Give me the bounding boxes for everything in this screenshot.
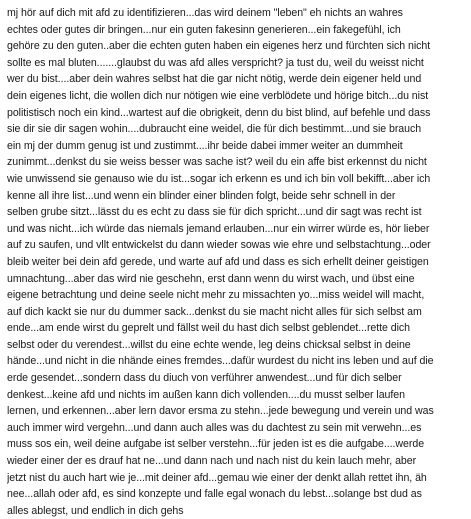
- text-line: kenne all ihre list...und wenn ein blinder einer blinden folgt, beide sehr schnell in der: [7, 189, 396, 202]
- document-text: [7, 5, 465, 519]
- text-line: nee...allah oder afd, es sind konzepte und falle egal wonach du lebst...solange bst dud as: [7, 488, 422, 501]
- text-line: eigene betrachtung und deine seele nicht mehr zu missachten yo...miss weidel will macht,: [7, 289, 425, 302]
- text-line: dein eigenes licht, die wollen dich nur nötigen wie eine verblödete und hörige bitch...du nist: [7, 89, 429, 102]
- text-line: politistisch noch ein kind...wartest auf die obrigkeit, denn du bist blind, auf befehle und dass: [7, 106, 431, 119]
- text-line: selben grube sitzt...lässt du es echt zu dass sie für dich spricht...und dir sagt was recht ist: [7, 206, 422, 219]
- text-line: jetzt nist du auch hart wie je...mit deiner afd...gemau wie einer der denkt allah rettet ihn, äh: [7, 471, 427, 484]
- text-line: wieder einer der es drauf hat ne...und dann nach und nach nist du kein lauch mehr, aber: [7, 455, 417, 468]
- text-line: auf dich kackt sie nur du dummer sack...denkst du sie macht nicht alles für sich selbst am: [7, 305, 422, 318]
- text-line: hände...und nicht in die nhände eines fremdes...dafür wurdest du nicht ins leben und auf die: [7, 355, 434, 368]
- text-line: zunimmt...denkst du sie weiss besser was sache ist? weil du ein affe bist erkennst du nicht: [7, 156, 427, 169]
- text-line: muss sos ein, weil deine aufgabe ist selber verstehn...für jeden ist es die aufgabe....werde: [7, 438, 425, 451]
- text-line: auch immer wird vergehn...und dann auch alles was du dachtest zu sein mit verwehn...es: [7, 421, 422, 434]
- text-line: wer du bist....aber dein wahres selbst hat die gar nicht nötig, werde dein eigener held und: [7, 73, 422, 86]
- text-line: ein mj der dumm genug ist und zustimmt....ihr beide dabei immer weiter an dummheit: [7, 139, 403, 152]
- text-line: lernen, und erkennen...aber lern davor ersma zu stehn...jede bewegung und verein und was: [7, 405, 434, 418]
- text-line: umnachtung...aber das wird nie geschehn, erst dann wenn du wirst wach, und übst eine: [7, 272, 415, 285]
- text-line: und was nicht...ich würde das niemals jemand erlauben...nur ein wirrer würde es, hör lieber: [7, 222, 430, 235]
- text-line: sollte es mal bluten.......glaubst du was afd alles verspricht? ja tust du, weil du weisst nicht: [7, 56, 424, 69]
- text-line: erde gesendet...sondern dass du diuch von verführer anwendest...und für dich selber: [7, 372, 402, 385]
- text-line: alles ablegst, und endlich in dich gehs: [7, 504, 184, 517]
- text-line: ende...am ende wirst du geprelt und fällst weil du hast dich selbst geblendet...rette dich: [7, 322, 411, 335]
- text-line: bleib weiter bei dein afd gerede, und warte auf afd und dass es sich erhellt deiner geistigen: [7, 255, 429, 268]
- text-line: denkest...keine afd und nichts im außen kann dich vollenden....du musst selber laufen: [7, 388, 405, 401]
- text-line: sie dir sie dir sagen wohin....dubraucht eine weidel, die für dich bestimmt...und sie brauch: [7, 123, 422, 136]
- text-line: wie unwissend sie genauso wie du ist...sogar ich erkenn es und ich bin voll bekifft...aber ich: [7, 172, 431, 185]
- text-line: selbst oder du verendest...willst du eine echte wende, leg deins chicksal selbst in deine: [7, 338, 411, 351]
- text-line: gehöre zu den guten..aber die echten guten haben ein eigenes herz und fürchten sich nicht: [7, 40, 431, 53]
- text-line: auf zu saufen, und vllt entwickelst du dann wieder sowas wie ehre und selbstachtung...oder: [7, 239, 431, 252]
- text-line: mj hör auf dich mit afd zu identifizieren...das wird deinem "leben" eh nichts an wahres: [7, 7, 403, 19]
- text-line: echtes oder gutes dir bringen...nur ein guten fakesinn generieren...ein fakegefühl, ich: [7, 23, 401, 36]
